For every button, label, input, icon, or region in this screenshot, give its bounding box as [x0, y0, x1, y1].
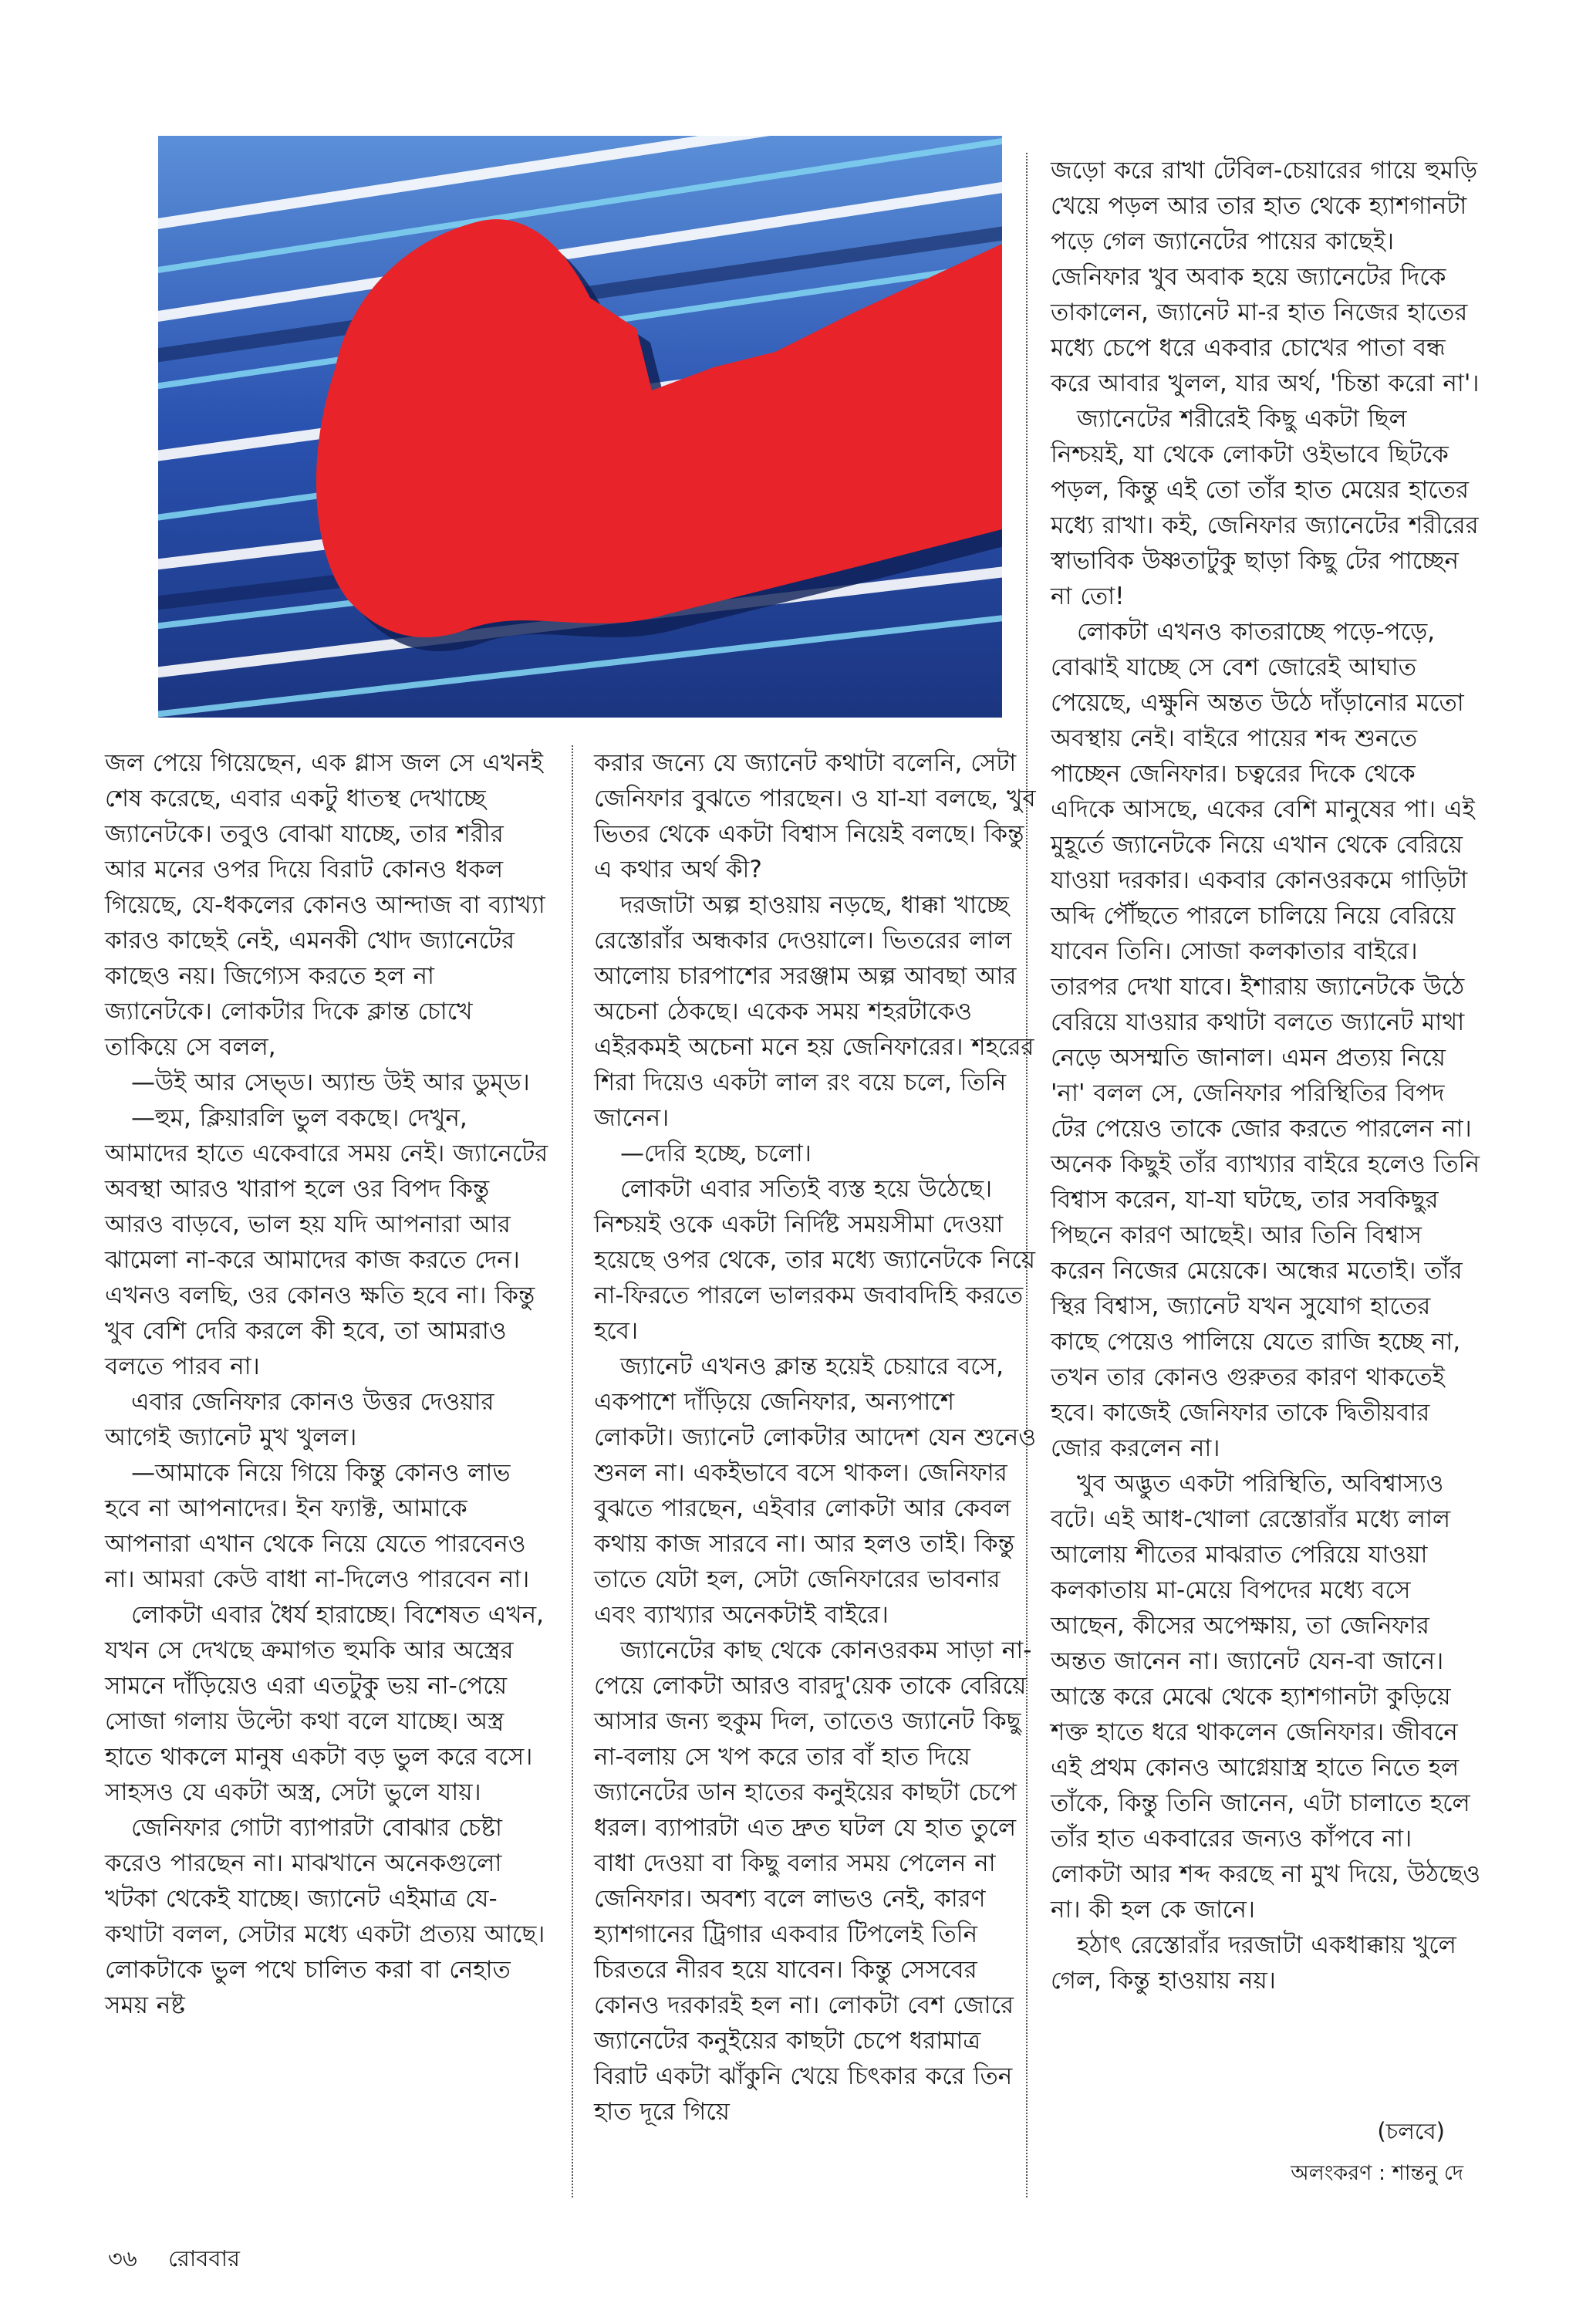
text-column-1 [105, 745, 548, 2023]
page-number: ৩৬ [108, 2245, 137, 2272]
paragraph: জ্যানেটের কাছ থেকে কোনওরকম সাড়া না-পেয়ে লোকটা আরও বারদু'য়েক তাকে বেরিয়ে আসার জন্য হুকুম দিল, তাতেও জ্যানেট কিছু না-বলায় সে খপ করে তার বাঁ হাত দিয়ে জ্যানেটের ডান হাতের কনুইয়ের কাছটা চেপে ধরল। ব্যাপারটা এত দ্রুত ঘটল যে হাত তুলে বাধা দেওয়া বা কিছু বলার সময় পেলেন না জেনিফার। অবশ্য বলে লাভও নেই, কারণ হ্যাশগানের ট্রিগার একবার টিপলেই তিনি চিরতরে নীরব হয়ে যাবেন। কিন্তু সেসবের কোনও দরকারই হল না। লোকটা বেশ জোরে জ্যানেটের কনুইয়ের কাছটা চেপে ধরামাত্র বিরাট একটা ঝাঁকুনি খেয়ে চিৎকার করে তিন হাত দূরে গিয়ে [594, 1637, 1032, 2126]
illustration-art [158, 136, 1002, 718]
paragraph: এবার জেনিফার কোনও উত্তর দেওয়ার আগেই জ্যানেট মুখ খুলল। [105, 1388, 494, 1451]
column-rule-1 [572, 745, 573, 2197]
paragraph: জেনিফার গোটা ব্যাপারটা বোঝার চেষ্টা করেও পারছেন না। মাঝখানে অনেকগুলো খটকা থেকেই যাচ্ছে। জ্যানেট এইমাত্র যে-কথাটা বলল, সেটার মধ্যে একটা প্রত্যয় আছে। লোকটাকে ভুল পথে চালিত করা বা নেহাত সময় নষ্ট [105, 1814, 545, 2019]
paragraph: —আমাকে নিয়ে গিয়ে কিন্তু কোনও লাভ হবে না আপনাদের। ইন ফ্যাক্ট, আমাকে আপনারা এখান থেকে নিয়ে যেতে পারবেনও না। আমরা কেউ বাধা না-দিলেও পারবেন না। [105, 1459, 530, 1593]
paragraph: —হুম, ক্লিয়ারলি ভুল বকছে। দেখুন, আমাদের হাতে একেবারে সময় নেই। জ্যানেটের অবস্থা আরও খারাপ হলে ওর বিপদ কিন্তু আরও বাড়বে, ভাল হয় যদি আপনারা আর ঝামেলা না-করে আমাদের কাজ করতে দেন। এখনও বলছি, ওর কোনও ক্ষতি হবে না। কিন্তু খুব বেশি দেরি করলে কী হবে, তা আমরাও বলতে পারব না। [105, 1104, 548, 1380]
illustration-credit: অলংকরণ : শান্তনু দে [1291, 2161, 1463, 2185]
paragraph: হঠাৎ রেস্তোরাঁর দরজাটা একধাক্কায় খুলে গেল, কিন্তু হাওয়ায় নয়। [1051, 1931, 1456, 1995]
text-column-3 [1051, 153, 1483, 1998]
paragraph: —দেরি হচ্ছে, চলো। [620, 1140, 812, 1167]
paragraph: জ্যানেটের শরীরেই কিছু একটা ছিল নিশ্চয়ই, যা থেকে লোকটা ওইভাবে ছিটকে পড়ল, কিন্তু এই তো তাঁর হাত মেয়ের হাতের মধ্যে রাখা। কই, জেনিফার জ্যানেটের শরীরের স্বাভাবিক উষ্ণতাটুকু ছাড়া কিছু টের পাচ্ছেন না তো! [1051, 405, 1479, 610]
paragraph: লোকটা এবার সত্যিই ব্যস্ত হয়ে উঠেছে। নিশ্চয়ই ওকে একটা নির্দিষ্ট সময়সীমা দেওয়া হয়েছে ওপর থেকে, তার মধ্যে জ্যানেটকে নিয়ে না-ফিরতে পারলে ভালরকম জবাবদিহি করতে হবে। [594, 1175, 1036, 1345]
paragraph: লোকটা এবার ধৈর্য হারাচ্ছে। বিশেষত এখন, যখন সে দেখছে ক্রমাগত হুমকি আর অস্ত্রের সামনে দাঁড়িয়েও এরা এতটুকু ভয় না-পেয়ে সোজা গলায় উল্টো কথা বলে যাচ্ছে। অস্ত্র হাতে থাকলে মানুষ একটা বড় ভুল করে বসে। সাহসও যে একটা অস্ত্র, সেটা ভুলে যায়। [105, 1601, 544, 1806]
continued-note: (চলবে) [1377, 2118, 1445, 2144]
paragraph: জ্যানেট এখনও ক্লান্ত হয়েই চেয়ারে বসে, একপাশে দাঁড়িয়ে জেনিফার, অন্যপাশে লোকটা। জ্যানেট লোকটার আদেশ যেন শুনেও শুনল না। একইভাবে বসে থাকল। জেনিফার বুঝতে পারছেন, এইবার লোকটা আর কেবল কথায় কাজ সারবে না। আর হলও তাই। কিন্তু তাতে যেটা হল, সেটা জেনিফারের ভাবনার এবং ব্যাখ্যার অনেকটাই বাইরে। [594, 1353, 1037, 1629]
paragraph: —উই আর সেভ্‌ড। অ্যান্ড উই আর ডুম্‌ড। [131, 1069, 530, 1096]
page-footer [108, 2241, 240, 2279]
paragraph: করার জন্যে যে জ্যানেট কথাটা বলেনি, সেটা জেনিফার বুঝতে পারছেন। ও যা-যা বলছে, খুব ভিতর থেকে একটা বিশ্বাস নিয়েই বলছে। কিন্তু এ কথার অর্থ কী? [594, 749, 1036, 883]
paragraph: লোকটা এখনও কাতরাচ্ছে পড়ে-পড়ে, বোঝাই যাচ্ছে সে বেশ জোরেই আঘাত পেয়েছে, এক্ষুনি অন্তত উঠে দাঁড়ানোর মতো অবস্থায় নেই। বাইরে পায়ের শব্দ শুনতে পাচ্ছেন জেনিফার। চত্বরের দিকে থেকে এদিকে আসছে, একের বেশি মানুষের পা। এই মুহূর্তে জ্যানেটকে নিয়ে এখান থেকে বেরিয়ে যাওয়া দরকার। একবার কোনওরকমে গাড়িটা অব্দি পৌঁছতে পারলে চালিয়ে নিয়ে বেরিয়ে যাবেন তিনি। সোজা কলকাতার বাইরে। তারপর দেখা যাবে। ইশারায় জ্যানেটকে উঠে বেরিয়ে যাওয়ার কথাটা বলতে জ্যানেট মাথা নেড়ে অসম্মতি জানাল। এমন প্রত্যয় নিয়ে 'না' বলল সে, জেনিফার পরিস্থিতির বিপদ টের পেয়েও তাকে জোর করতে পারলেন না। অনেক কিছুই তাঁর ব্যাখ্যার বাইরে হলেও তিনি বিশ্বাস করেন, যা-যা ঘটছে, তার সবকিছুর পিছনে কারণ আছেই। আর তিনি বিশ্বাস করেন নিজের মেয়েকে। অন্ধের মতোই। তাঁর স্থির বিশ্বাস, জ্যানেট যখন সুযোগ হাতের কাছে পেয়েও পালিয়ে যেতে রাজি হচ্ছে না, তখন তার কোনও গুরুতর কারণ থাকতেই হবে। কাজেই জেনিফার তাকে দ্বিতীয়বার জোর করলেন না। [1051, 618, 1480, 1462]
paragraph: খুব অদ্ভুত একটা পরিস্থিতি, অবিশ্বাস্যও বটে। এই আধ-খোলা রেস্তোরাঁর মধ্যে লাল আলোয় শীতের মাঝরাত পেরিয়ে যাওয়া কলকাতায় মা-মেয়ে বিপদের মধ্যে বসে আছেন, কীসের অপেক্ষায়, তা জেনিফার অন্তত জানেন না। জ্যানেট যেন-বা জানে। আস্তে করে মেঝে থেকে হ্যাশগানটা কুড়িয়ে শক্ত হাতে ধরে থাকলেন জেনিফার। জীবনে এই প্রথম কোনও আগ্নেয়াস্ত্র হাতে নিতে হল তাঁকে, কিন্তু তিনি জানেন, এটা চালাতে হলে তাঁর হাত একবারের জন্যও কাঁপবে না। লোকটা আর শব্দ করছে না মুখ দিয়ে, উঠছেও না। কী হল কে জানে। [1051, 1470, 1481, 1924]
paragraph: দরজাটা অল্প হাওয়ায় নড়ছে, ধাক্কা খাচ্ছে রেস্তোরাঁর অন্ধকার দেওয়ালে। ভিতরের লাল আলোয় চারপাশের সরঞ্জাম অল্প আবছা আর অচেনা ঠেকছে। একেক সময় শহরটাকেও এইরকমই অচেনা মনে হয় জেনিফারের। শহরের শিরা দিয়েও একটা লাল রং বয়ে চলে, তিনি জানেন। [594, 891, 1034, 1132]
magazine-name: রোববার [168, 2245, 240, 2272]
paragraph: জড়ো করে রাখা টেবিল-চেয়ারের গায়ে হুমড়ি খেয়ে পড়ল আর তার হাত থেকে হ্যাশগানটা পড়ে গেল জ্যানেটের পায়ের কাছেই। জেনিফার খুব অবাক হয়ে জ্যানেটের দিকে তাকালেন, জ্যানেট মা-র হাত নিজের হাতের মধ্যে চেপে ধরে একবার চোখের পাতা বন্ধ করে আবার খুলল, যার অর্থ, 'চিন্তা করো না'। [1051, 157, 1480, 397]
story-illustration [158, 136, 1002, 718]
paragraph: জল পেয়ে গিয়েছেন, এক গ্লাস জল সে এখনই শেষ করেছে, এবার একটু ধাতস্থ দেখাচ্ছে জ্যানেটকে। তবুও বোঝা যাচ্ছে, তার শরীর আর মনের ওপর দিয়ে বিরাট কোনও ধকল গিয়েছে, যে-ধকলের কোনও আন্দাজ বা ব্যাখ্যা কারও কাছেই নেই, এমনকী খোদ জ্যানেটের কাছেও নয়। জিগ্যেস করতে হল না জ্যানেটকে। লোকটার দিকে ক্লান্ত চোখে তাকিয়ে সে বলল, [105, 749, 545, 1061]
text-column-2 [594, 745, 1038, 2130]
